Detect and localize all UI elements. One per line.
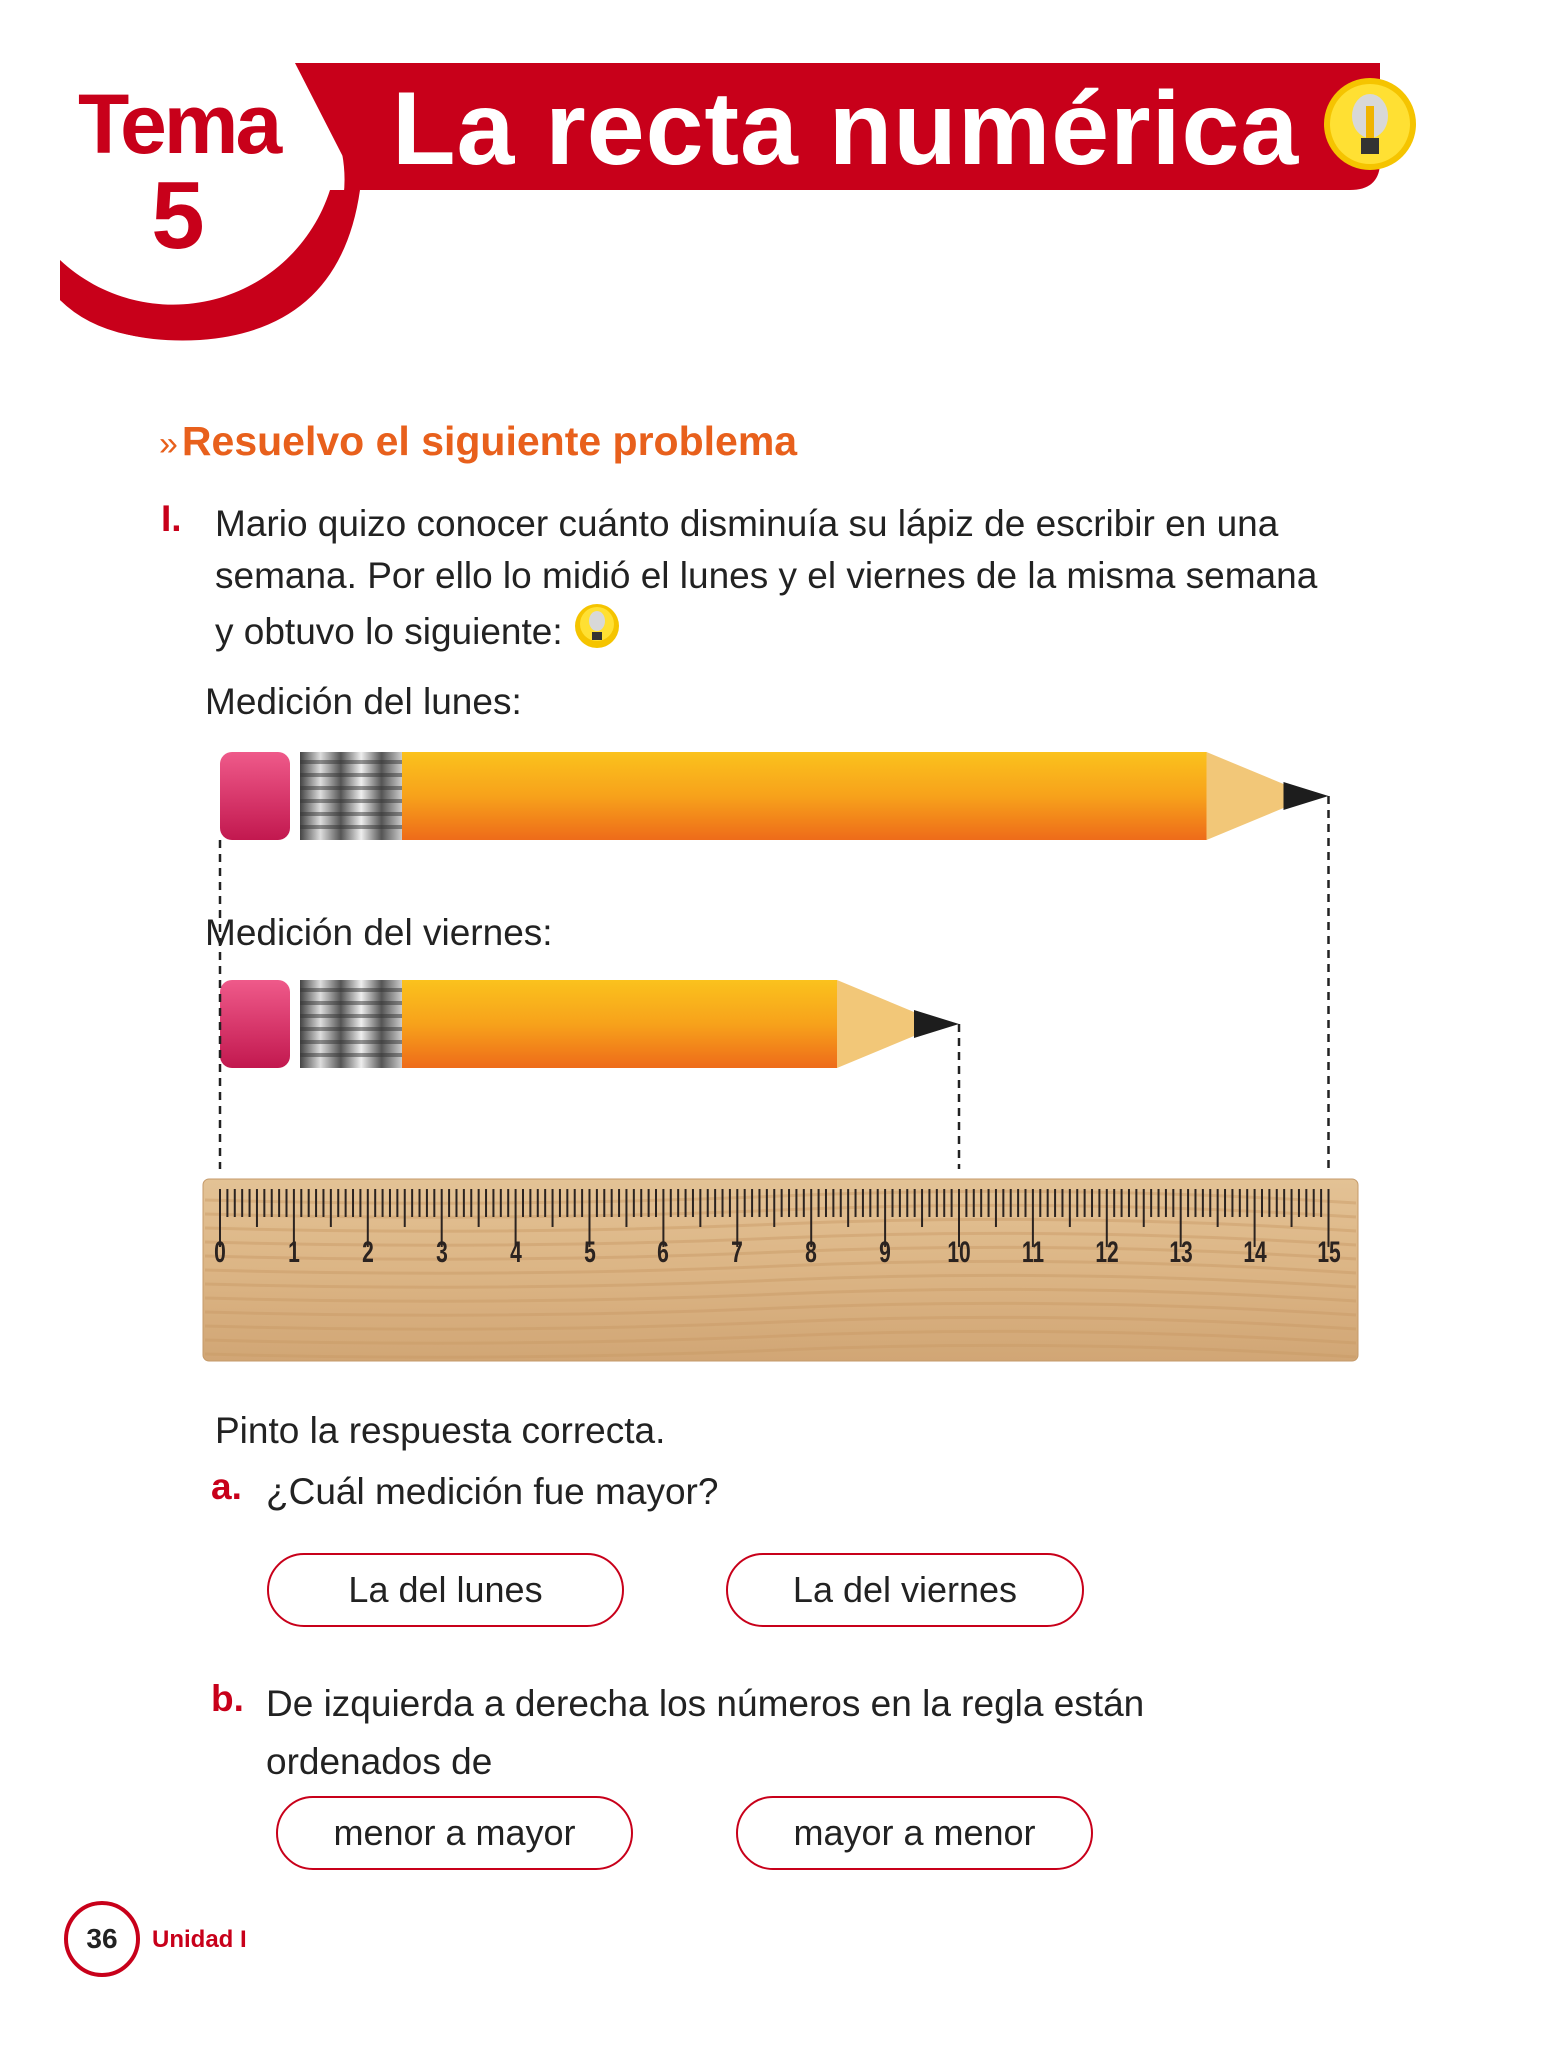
pencil-friday — [220, 980, 959, 1068]
tema-label: Tema — [78, 77, 280, 171]
instruction: Pinto la respuesta correcta. — [215, 1410, 666, 1451]
option-la-del-lunes[interactable]: La del lunes — [267, 1553, 624, 1627]
question-b-letter: b. — [211, 1678, 244, 1719]
pencil-monday — [220, 752, 1329, 840]
ruler-tick-label: 0 — [214, 1236, 226, 1269]
ruler-tick-label: 6 — [657, 1236, 670, 1269]
ruler-tick-label: 2 — [361, 1236, 374, 1269]
problem-number: I. — [161, 498, 182, 539]
friday-label: Medición del viernes: — [205, 912, 553, 953]
section-heading: »Resuelvo el siguiente problema — [159, 418, 798, 464]
tema-number: 5 — [151, 162, 205, 269]
page-title: La recta numérica — [392, 71, 1300, 187]
measurement-figure — [0, 740, 1564, 1380]
ruler-tick-label: 12 — [1095, 1236, 1119, 1269]
ruler-tick-label: 9 — [879, 1236, 891, 1269]
ruler-tick-label: 7 — [731, 1236, 744, 1269]
lightbulb-icon — [573, 602, 621, 650]
ruler-tick-label: 10 — [947, 1236, 971, 1269]
ruler-tick-label: 4 — [509, 1236, 522, 1269]
unit-label: Unidad I — [152, 1926, 247, 1953]
ruler-tick-label: 13 — [1169, 1236, 1193, 1269]
question-a-text: ¿Cuál medición fue mayor? — [266, 1471, 719, 1512]
ruler-tick-label: 11 — [1021, 1236, 1044, 1269]
ruler-tick-label: 8 — [805, 1236, 818, 1269]
ruler-tick-label: 3 — [435, 1236, 448, 1269]
page-number: 36 — [64, 1901, 140, 1977]
option-mayor-a-menor[interactable]: mayor a menor — [736, 1796, 1093, 1870]
problem-text: Mario quizo conocer cuánto disminuía su lápiz de escribir en una semana. Por ello lo midió el lunes y el viernes de la misma semana y obtuvo lo siguiente: — [215, 503, 1318, 652]
monday-label: Medición del lunes: — [205, 681, 522, 722]
ruler-tick-label: 1 — [288, 1236, 300, 1269]
lightbulb-icon — [1322, 76, 1418, 172]
question-a-letter: a. — [211, 1466, 242, 1507]
option-la-del-viernes[interactable]: La del viernes — [726, 1553, 1084, 1627]
question-b-text: De izquierda a derecha los números en la regla están ordenados de — [266, 1683, 1145, 1782]
ruler-tick-label: 5 — [583, 1236, 596, 1269]
ruler-tick-label: 14 — [1242, 1236, 1267, 1269]
option-menor-a-mayor[interactable]: menor a mayor — [276, 1796, 633, 1870]
ruler-tick-label: 15 — [1316, 1236, 1341, 1269]
